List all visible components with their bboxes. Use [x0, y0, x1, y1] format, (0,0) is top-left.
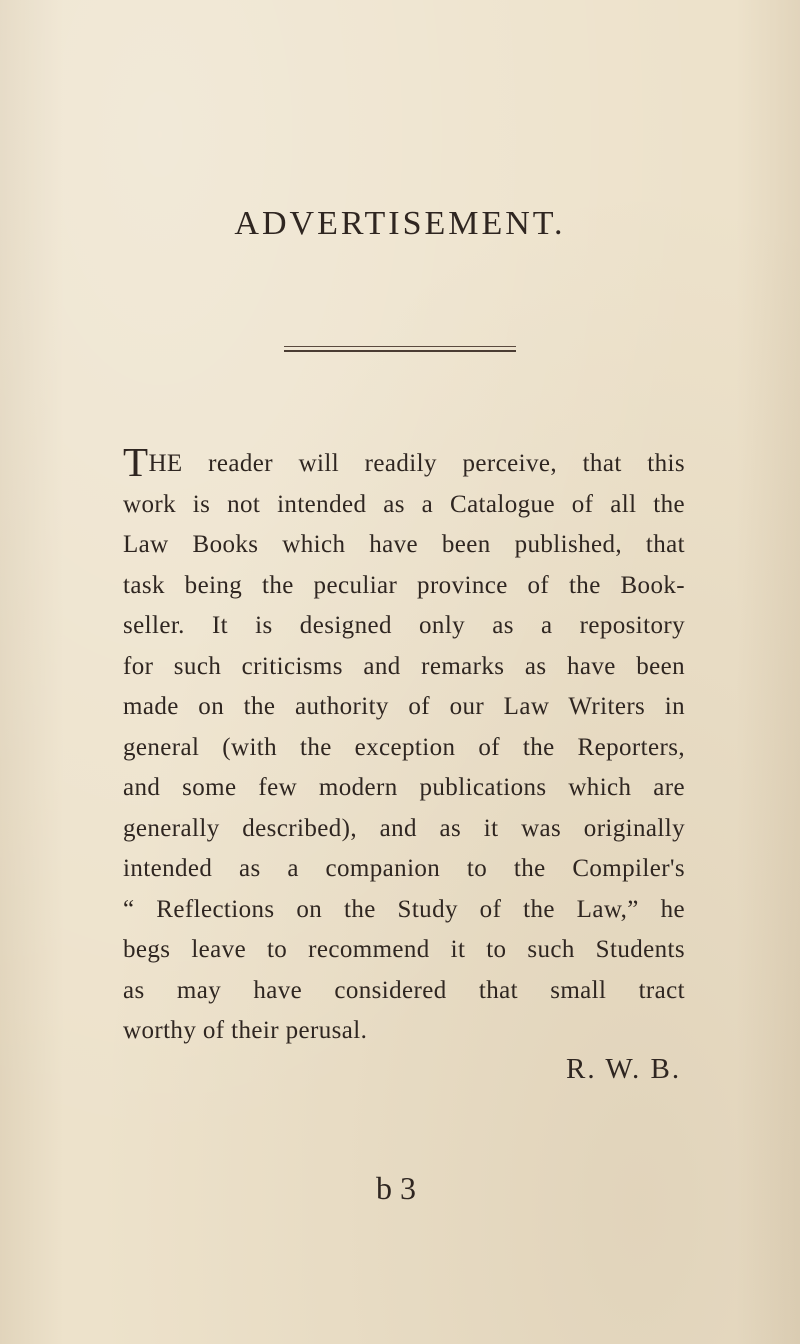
paragraph-line: as may have considered that small tract [123, 976, 685, 1004]
paragraph-line: for such criticisms and remarks as have been [123, 652, 685, 680]
paragraph-line: intended as a companion to the Compiler's [123, 855, 685, 882]
paragraph-line: general (with the exception of the Reporters, [123, 733, 685, 761]
paragraph-line: task being the peculiar province of the Book- [123, 571, 685, 599]
paragraph-line: “ Reflections on the Study of the Law,” he [123, 895, 685, 923]
author-initials: R. W. B. [566, 1053, 682, 1085]
paragraph-line: seller. It is designed only as a repository [123, 612, 685, 639]
printer-signature-mark: b 3 [376, 1170, 416, 1206]
double-rule-divider [284, 346, 516, 354]
page-title: ADVERTISEMENT. [234, 205, 566, 242]
paragraph-line: work is not intended as a Catalogue of all the [123, 490, 685, 518]
paragraph-line [123, 439, 685, 485]
paragraph-line: begs leave to recommend it to such Students [123, 936, 685, 963]
paragraph-line-text: HE reader will readily perceive, that this [148, 450, 685, 477]
drop-cap: T [123, 439, 149, 485]
paragraph-line: Law Books which have been published, that [123, 531, 685, 558]
rule-thin-line [284, 346, 516, 347]
paragraph-line: generally described), and as it was originally [123, 814, 685, 842]
paragraph-line: made on the authority of our Law Writers in [123, 693, 685, 720]
rule-thick-line [284, 350, 516, 352]
advertisement-paragraph [123, 439, 685, 1052]
paragraph-line: and some few modern publications which are [123, 774, 685, 801]
paragraph-line: worthy of their perusal. [123, 1017, 368, 1044]
